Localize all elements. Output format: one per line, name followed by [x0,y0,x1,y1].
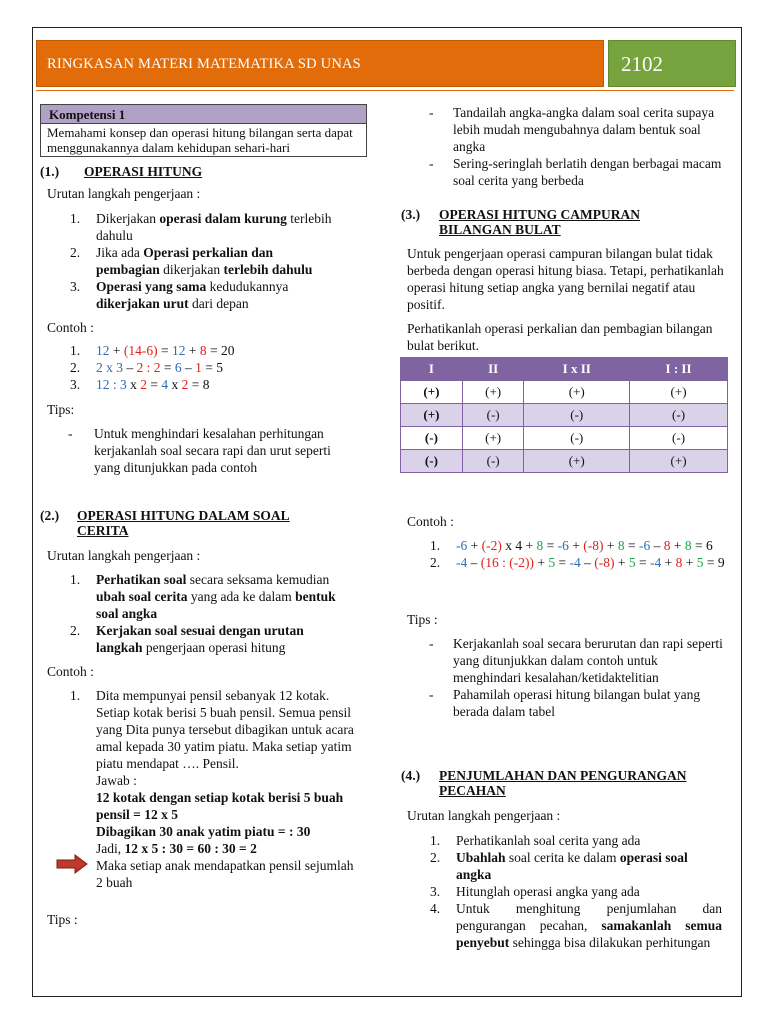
jawab-label: Jawab : [96,773,137,788]
ex-num: 3. [70,377,81,392]
integer-sign-table [400,357,728,473]
step-text: soal cerita ke dalam [505,850,620,865]
table-cell: (+) [524,381,630,404]
table-cell: (+) [630,381,728,404]
sec1-heading [40,164,202,179]
step-bold: dikerjakan urut [96,296,189,311]
step-text: yang ada ke dalam [187,589,296,604]
sec2-contoh: Contoh : [47,664,94,679]
kompetensi-box [40,104,367,157]
step-text: Hitunglah operasi angka yang ada [456,884,640,899]
tip-dash: - [429,636,434,651]
step-text: Untuk menghitung penjumlahan dan pengurangan pecahan, [456,901,722,933]
ex-part: 2 [140,377,148,392]
sec2-heading [40,508,330,538]
list-item [430,900,722,951]
table-cell: (-) [630,404,728,427]
ex-num: 1. [430,538,441,553]
list-item [427,686,727,720]
step-bold: Kerjakan soal sesuai dengan urutan langkah [96,623,304,655]
tip-text: Sering-seringlah berlatih dengan berbagai macam soal cerita yang berbeda [453,156,722,188]
table-header-row [401,358,728,381]
sec3-num: (3.) [401,207,421,222]
sec4-title: PENJUMLAHAN DAN PENGURANGAN PECAHAN [439,768,687,798]
sec4-urutan: Urutan langkah pengerjaan : [407,808,561,823]
sec3-examples [430,537,725,571]
ex-num: 2. [70,360,81,375]
step-bold: Perhatikan soal [96,572,187,587]
list-item [427,104,727,155]
header-year-box [608,40,736,87]
list-item [427,155,727,189]
step-bold: terlebih dahulu [223,262,313,277]
table-cell: (+) [462,381,524,404]
ex-num: 1. [70,343,81,358]
ex-num: 2. [430,555,441,570]
ex-part: = 8 [188,377,210,392]
step-bold: bentuk soal angka [96,589,336,621]
step-text: kedudukannya [206,279,289,294]
step-bold: operasi dalam kurung [159,211,287,226]
header-title-bar [36,40,604,87]
ex-part: 1 [195,360,202,375]
sec2-title: OPERASI HITUNG DALAM SOAL CERITA [77,508,290,538]
list-item [427,635,727,686]
step-num: 1. [430,833,441,848]
sec3-tips [427,635,727,720]
tip-text: Kerjakanlah soal secara berurutan dan rapi seperti yang ditunjukkan dalam contoh untuk menghindari kesalahan/ketidaktelitian [453,636,723,685]
step-text: Perhatikanlah soal cerita yang ada [456,833,641,848]
arrow-right-icon [55,853,89,875]
list-item [70,687,360,891]
list-item [430,883,722,900]
step-bold: Ubahlah [456,850,506,865]
table-cell: (-) [401,427,463,450]
ex-part: – [123,360,137,375]
ex-part: x [126,377,141,392]
step-bold: samakanlah semua penyebut [456,918,722,950]
step-text: pengerjaan operasi hitung [142,640,286,655]
table-cell: (-) [462,450,524,473]
list-item: 2. -4 – (16 : (-2)) + 5 = -4 – (-8) + 5 = -4 + 8 + 5 = 9 [430,555,725,570]
step-num: 2. [70,623,81,638]
sec1-contoh: Contoh : [47,320,94,335]
ex-part: 12 [96,343,110,358]
ex-part: 2 x 3 [96,360,123,375]
list-item [70,571,342,622]
step-text: dikerjakan [159,262,224,277]
tip-text: Untuk menghindari kesalahan perhitungan kerjakanlah soal secara rapi dan urut seperti yang ditunjukkan pada contoh [94,426,331,475]
table-header-cell: I x II [524,358,630,381]
ex-part: 2 : 2 [136,360,161,375]
sec1-tips-label: Tips: [47,402,75,417]
ex-part: (14-6) [123,343,158,358]
sec2-num: (2.) [40,508,60,523]
problem-num: 1. [70,688,81,703]
ex-part: = [147,377,162,392]
kompetensi-title: Kompetensi 1 [40,104,367,124]
sec3-para2: Perhatikanlah operasi perkalian dan pembagian bilangan bulat berikut. [407,321,713,353]
ex-part: x [168,377,182,392]
sec1-num: (1.) [40,164,60,179]
list-item [70,622,342,656]
ex-part: 6 [174,360,182,375]
step-bold: operasi soal angka [456,850,688,882]
table-cell: (+) [630,450,728,473]
table-header-cell: II [462,358,524,381]
ex-part: 4 [161,377,169,392]
tip-dash: - [429,156,434,171]
sec1-tips [66,425,346,476]
tip-text: Tandailah angka-angka dalam soal cerita supaya lebih mudah mengubahnya dalam bentuk soal angka [453,105,715,154]
table-row [401,381,728,404]
table-cell: (-) [630,427,728,450]
answer-line-3 [96,840,360,857]
sec2-steps [70,571,342,656]
list-item [70,210,340,244]
list-item: 1. -6 + (-2) x 4 + 8 = -6 + (-8) + 8 = -6 – 8 + 8 = 6 [430,538,713,553]
table-cell: (-) [524,427,630,450]
list-item [430,832,722,849]
ex-part: = 5 [201,360,224,375]
table-cell: (-) [401,450,463,473]
ex-part: = [157,343,172,358]
sec1-title: OPERASI HITUNG [84,164,203,179]
sec3-tips-label: Tips : [407,612,438,627]
ex-part: = [160,360,175,375]
table-row [401,404,728,427]
step-text: secara seksama kemudian [186,572,330,587]
tip-dash: - [429,105,434,120]
table-header-cell: I : II [630,358,728,381]
answer-result: 12 x 5 : 30 = 60 : 30 = 2 [124,841,257,856]
ex-part: + [185,343,200,358]
list-item [430,849,722,883]
sec4-num: (4.) [401,768,421,783]
list-item [70,244,340,278]
table-row [401,427,728,450]
step-num: 1. [70,211,81,226]
step-num: 4. [430,901,441,916]
tip-dash: - [68,426,73,441]
sec2-tips-label: Tips : [47,912,78,927]
sec4-heading [401,768,731,798]
tip-text: Pahamilah operasi hitung bilangan bulat yang berada dalam tabel [453,687,701,719]
sec2-problem [70,687,360,891]
sec4-steps [430,832,722,951]
step-num: 2. [430,850,441,865]
ex-part: + [109,343,124,358]
list-item [70,342,340,359]
answer-line-2: Dibagikan 30 anak yatim piatu = : 30 [96,824,311,839]
table-cell: (-) [462,404,524,427]
answer-jadi: Jadi, [96,841,125,856]
step-bold: Operasi yang sama [96,279,207,294]
step-num: 1. [70,572,81,587]
header-title: RINGKASAN MATERI MATEMATIKA SD UNAS [47,56,361,72]
table-cell: (+) [462,427,524,450]
step-num: 2. [70,245,81,260]
answer-line-4: Maka setiap anak mendapatkan pensil sejumlah 2 buah [96,858,354,890]
ex-part: 8 [199,343,207,358]
header-divider [36,90,734,91]
ex-part: – [181,360,196,375]
step-text: Jika ada [96,245,144,260]
ex-part: 2 [181,377,189,392]
sec1-examples [70,342,340,393]
step-bold: Operasi perkalian dan pembagian [96,245,274,277]
step-text: sehingga bisa dilakukan perhitungan [509,935,711,950]
sec2-urutan: Urutan langkah pengerjaan : [47,548,201,563]
table-row [401,450,728,473]
problem-text: Dita mempunyai pensil sebanyak 12 kotak. Setiap kotak berisi 5 buah pensil. Semua pensil yang Dita punya tersebut dibagikan untuk acara amal kepada 30 yatim piatu. Maka setiap yatim piatu mendapat …. Pensil. [96,688,354,771]
step-num: 3. [430,884,441,899]
list-item [70,278,340,312]
table-cell: (+) [524,450,630,473]
sec3-contoh: Contoh : [407,514,454,529]
ex-part: 12 : 3 [96,377,127,392]
list-item [70,359,340,376]
right-tips [427,104,727,189]
tip-dash: - [429,687,434,702]
step-num: 3. [70,279,81,294]
table-header-cell: I [401,358,463,381]
step-text: terlebih dahulu [96,211,332,243]
table-cell: (+) [401,404,463,427]
sec1-urutan: Urutan langkah pengerjaan : [47,186,201,201]
step-text: Dikerjakan [96,211,160,226]
sec1-steps [70,210,340,312]
sec3-title: OPERASI HITUNG CAMPURAN BILANGAN BULAT [439,207,641,237]
list-item [70,376,340,393]
step-bold: ubah soal cerita [96,589,188,604]
table-cell: (-) [524,404,630,427]
ex-part: 12 [172,343,186,358]
answer-line-1: 12 kotak dengan setiap kotak berisi 5 buah pensil = 12 x 5 [96,790,344,822]
list-item [66,425,346,476]
sec3-heading [401,207,691,237]
sec3-para1: Untuk pengerjaan operasi campuran bilangan bulat tidak berbeda dengan operasi hitung biasa. Tetapi, perhatikanlah operasi hitung setiap angka yang bernilai negatif atau positif. [407,246,724,312]
kompetensi-body: Memahami konsep dan operasi hitung bilangan serta dapat menggunakannya dalam kehidupan sehari-hari [40,124,367,157]
ex-part: = 20 [206,343,235,358]
header-year: 2102 [621,52,663,76]
step-text: dari depan [188,296,249,311]
table-cell: (+) [401,381,463,404]
